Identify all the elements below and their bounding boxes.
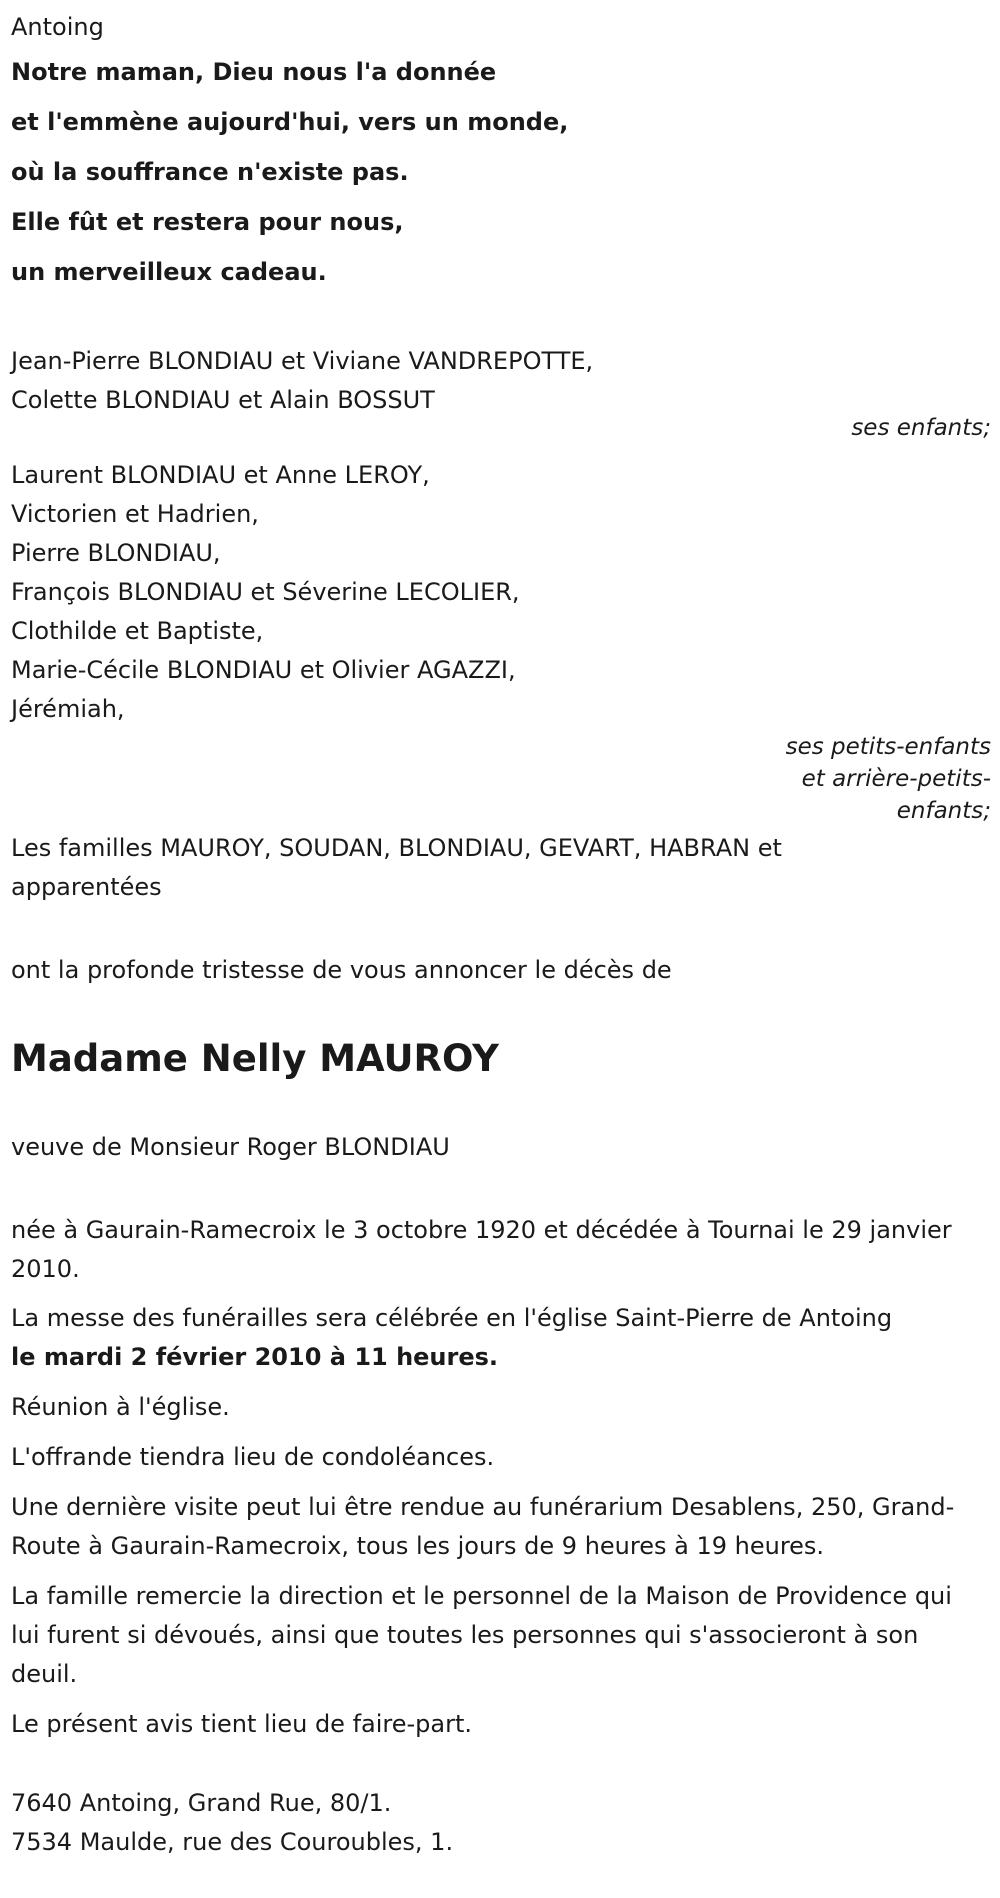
poem-line: un merveilleux cadeau. — [11, 258, 327, 286]
announcement-line: ont la profonde tristesse de vous annoncer le décès de — [11, 956, 672, 984]
funeral-date: le mardi 2 février 2010 à 11 heures. — [11, 1343, 499, 1371]
children-role: ses enfants; — [851, 415, 991, 441]
deceased-birth-death: née à Gaurain-Ramecroix le 3 octobre 1920 et décédée à Tournai le 29 janvier 2010. — [11, 1216, 952, 1283]
deceased-name: Madame Nelly MAUROY — [11, 1037, 499, 1080]
poem-line: Elle fût et restera pour nous, — [11, 208, 404, 236]
funeral-mass: La messe des funérailles sera célébrée en l'église Saint-Pierre de Antoing — [11, 1304, 893, 1332]
poem-line: où la souffrance n'existe pas. — [11, 158, 409, 186]
obituary-content — [11, 8, 991, 1862]
grandchild-name: Marie-Cécile BLONDIAU et Olivier AGAZZI, — [11, 656, 516, 684]
child-name: Jean-Pierre BLONDIAU et Viviane VANDREPOTTE, — [11, 347, 594, 375]
place-heading: Antoing — [11, 13, 104, 41]
funeral-thanks: La famille remercie la direction et le personnel de la Maison de Providence qui lui furent si dévoués, ainsi que toutes les personnes qui s'associeront à son deuil. — [11, 1582, 952, 1688]
funeral-visit: Une dernière visite peut lui être rendue au funérarium Desablens, 250, Grand-Route à Gaurain-Ramecroix, tous les jours de 9 heures à 19 heures. — [11, 1493, 955, 1560]
grandchildren-role — [11, 727, 991, 831]
families-line: Les familles MAUROY, SOUDAN, BLONDIAU, GEVART, HABRAN et apparentées — [11, 834, 782, 901]
funeral-notice: Le présent avis tient lieu de faire-part. — [11, 1710, 473, 1738]
poem-line: et l'emmène aujourd'hui, vers un monde, — [11, 108, 569, 136]
grandchildren-group — [11, 456, 991, 831]
grandchild-name: Jérémiah, — [11, 695, 125, 723]
poem-line: Notre maman, Dieu nous l'a donnée — [11, 58, 497, 86]
grandchild-name: Pierre BLONDIAU, — [11, 539, 221, 567]
grandchildren-role-line: ses petits-enfants — [785, 734, 991, 760]
addresses — [11, 1784, 991, 1862]
grandchild-name: François BLONDIAU et Séverine LECOLIER, — [11, 578, 520, 606]
deceased-spouse: veuve de Monsieur Roger BLONDIAU — [11, 1133, 450, 1161]
grandchildren-role-line: enfants; — [896, 798, 991, 824]
grandchild-name: Clothilde et Baptiste, — [11, 617, 264, 645]
poem — [11, 47, 991, 297]
child-name: Colette BLONDIAU et Alain BOSSUT — [11, 386, 435, 414]
grandchild-name: Victorien et Hadrien, — [11, 500, 259, 528]
address-line: 7534 Maulde, rue des Couroubles, 1. — [11, 1828, 454, 1856]
grandchildren-role-line: et arrière-petits- — [801, 766, 991, 792]
children-group — [11, 342, 991, 444]
grandchild-name: Laurent BLONDIAU et Anne LEROY, — [11, 461, 430, 489]
funeral-meeting: Réunion à l'église. — [11, 1393, 230, 1421]
address-line: 7640 Antoing, Grand Rue, 80/1. — [11, 1789, 392, 1817]
funeral-offering: L'offrande tiendra lieu de condoléances. — [11, 1443, 495, 1471]
